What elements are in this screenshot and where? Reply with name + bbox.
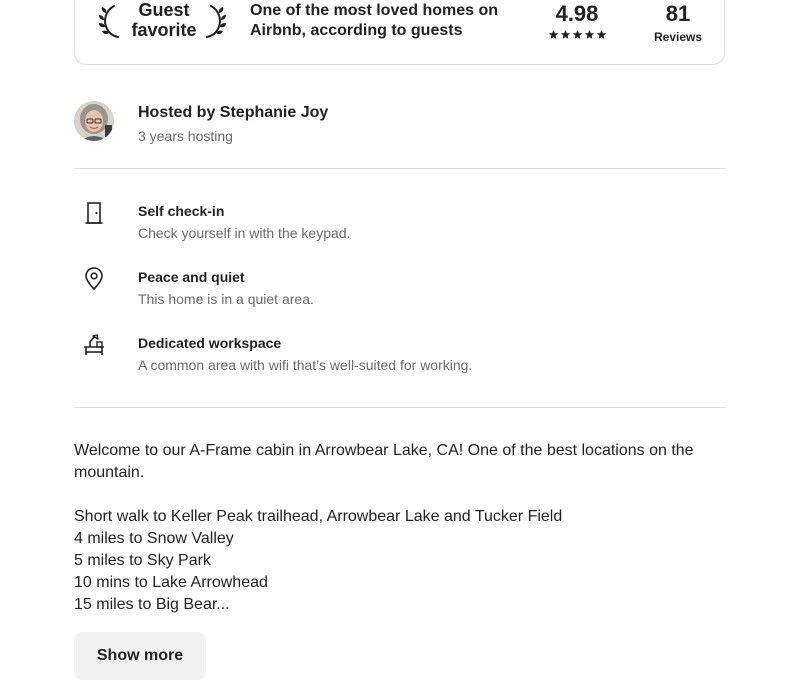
laurel-left-icon [99, 3, 121, 39]
divider [74, 407, 726, 408]
star-icon [572, 29, 583, 40]
guest-favorite-badge [127, 0, 201, 40]
avatar-image-icon [74, 101, 114, 141]
show-more-button[interactable]: Show more [74, 632, 206, 680]
host-name: Hosted by Stephanie Joy [138, 104, 329, 121]
rating-block [535, 1, 619, 40]
star-icon [548, 29, 559, 40]
feature-self-check-in [74, 201, 725, 251]
paragraph-gap [74, 484, 726, 506]
laurel-right-icon [204, 3, 226, 39]
feature-peace-and-quiet [74, 267, 725, 317]
feature-description: A common area with wifi that’s well-suited for working. [138, 357, 473, 373]
description-intro: Welcome to our A-Frame cabin in Arrowbear Lake, CA! One of the best locations on the mountain. [74, 442, 694, 481]
description-line: 4 miles to Snow Valley [74, 530, 234, 547]
host-avatar[interactable] [74, 101, 114, 141]
feature-title: Self check-in [138, 203, 225, 219]
reviews-label: Reviews [653, 30, 703, 44]
listing-description [74, 440, 726, 616]
description-line: 15 miles to Big Bear... [74, 596, 230, 613]
description-line: 5 miles to Sky Park [74, 552, 211, 569]
rating-stars [535, 29, 619, 40]
description-line: Short walk to Keller Peak trailhead, Arrowbear Lake and Tucker Field [74, 508, 563, 525]
host-section [74, 101, 725, 143]
star-icon [596, 29, 607, 40]
reviews-link[interactable] [643, 1, 713, 45]
guest-favorite-description: One of the most loved homes on Airbnb, according to guests [250, 2, 499, 39]
feature-dedicated-workspace [74, 333, 725, 383]
divider [74, 168, 726, 169]
feature-description: This home is in a quiet area. [138, 291, 314, 307]
badge-line1: Guest [138, 0, 190, 20]
badge-line2: favorite [131, 20, 197, 40]
map-pin-icon [82, 267, 106, 291]
host-years: 3 years hosting [138, 128, 233, 144]
rating-value: 4.98 [555, 1, 599, 26]
desk-lamp-icon [82, 333, 106, 357]
reviews-count: 81 [665, 1, 691, 26]
star-icon [584, 29, 595, 40]
feature-description: Check yourself in with the keypad. [138, 225, 351, 241]
feature-title: Peace and quiet [138, 269, 245, 285]
star-icon [560, 29, 571, 40]
door-icon [82, 201, 106, 225]
description-line: 10 mins to Lake Arrowhead [74, 574, 268, 591]
guest-favorite-card [74, 0, 725, 65]
feature-title: Dedicated workspace [138, 335, 282, 351]
